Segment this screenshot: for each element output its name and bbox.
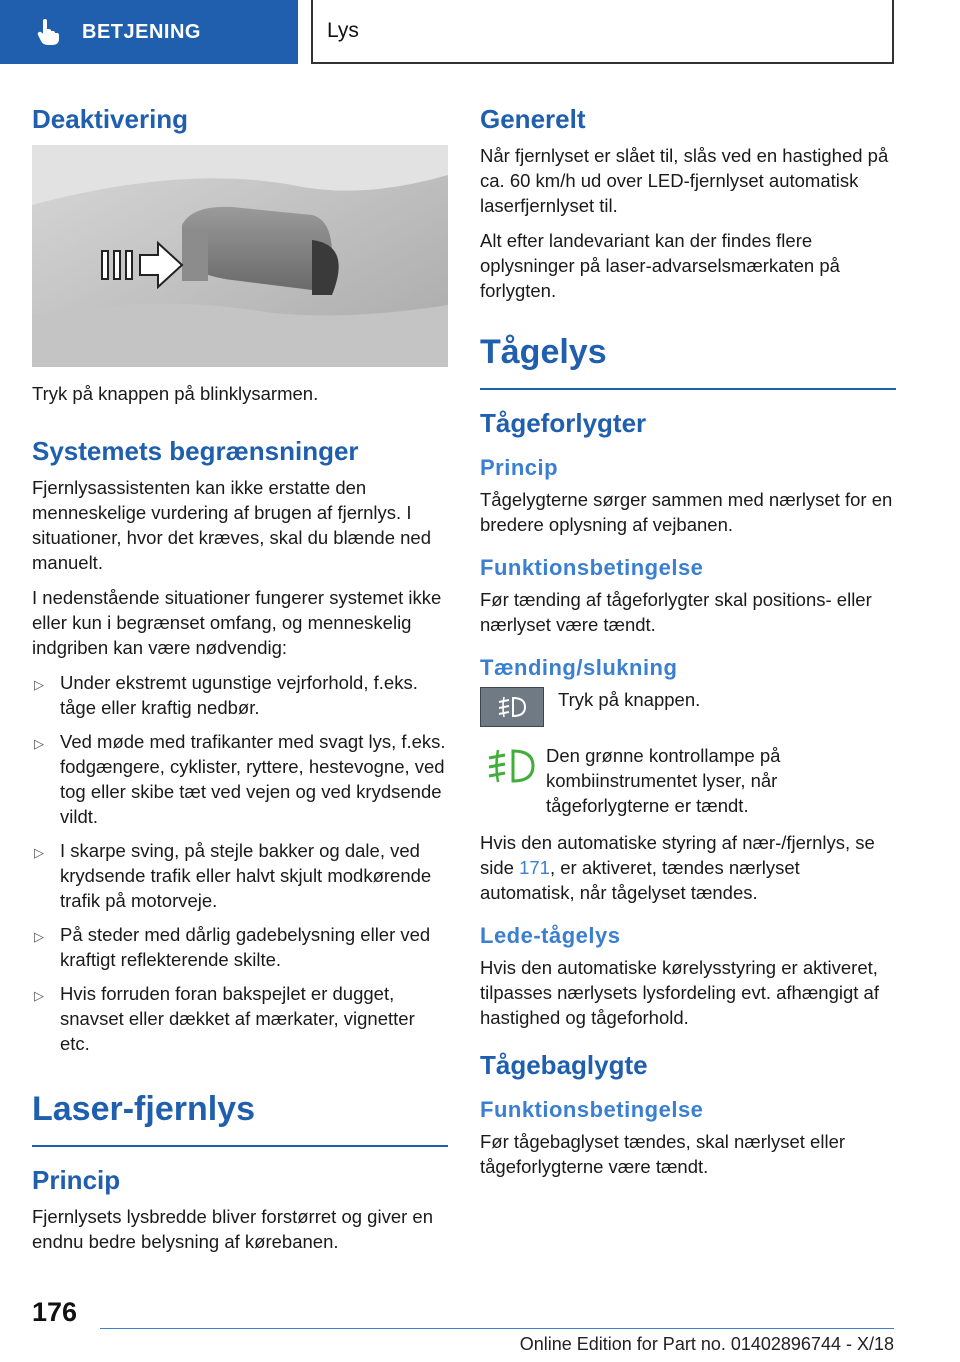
section-tab xyxy=(0,0,298,64)
generelt-paragraph-2: Alt efter landevariant kan der findes flere oplysninger på laser-advarselsmærkaten på forlygten. xyxy=(480,230,840,301)
triangle-bullet-icon: ▷ xyxy=(34,736,44,751)
fog-light-button-icon xyxy=(480,687,544,727)
begraensninger-paragraph-1: Fjernlysassistenten kan ikke erstatte den menneskelige vurdering af brugen af fjernlys. I situationer, hvor det kræves, skal du blænde ned manuelt. xyxy=(32,477,432,573)
princip-text: Tågelygterne sørger sammen med nærlyset for en bredere oplysning af vejbanen. xyxy=(480,489,893,535)
lamp-text: Den grønne kontrollampe på kombiinstrumentet lyser, når tågeforlygterne er tændt. xyxy=(546,745,781,816)
triangle-bullet-icon: ▷ xyxy=(34,988,44,1003)
tryk-text: Tryk på knappen. xyxy=(558,689,701,710)
generelt-paragraph-1: Når fjernlyset er slået til, slås ved en hastighed på ca. 60 km/h ud over LED-fjernlyset automatisk laserfjernlyset til. xyxy=(480,145,889,216)
tagelys-heading: Tågelys xyxy=(480,333,896,390)
list-item: ▷ Hvis forruden foran bakspejlet er dugget, snavset eller dækket af mærkater, vignetter etc. xyxy=(34,983,415,1054)
lede-tagelys-heading: Lede-tågelys xyxy=(480,923,621,948)
left-column xyxy=(32,96,448,1264)
triangle-bullet-icon: ▷ xyxy=(34,845,44,860)
lede-tagelys-text: Hvis den automatiske kørelysstyring er aktiveret, tilpasses nærlysets lysfordeling evt. afhængigt af hastighed og tågeforhold. xyxy=(480,957,879,1028)
list-item: ▷ Under ekstremt ugunstige vejrforhold, f.eks. tåge eller kraftig nedbør. xyxy=(34,672,418,718)
situations-list xyxy=(32,670,448,1056)
section-label: BETJENING xyxy=(82,20,201,43)
tagebaglygte-heading: Tågebaglygte xyxy=(480,1050,648,1080)
list-item: ▷ I skarpe sving, på stejle bakker og dale, ved krydsende trafik eller halvt skjult modkørende trafik på motorveje. xyxy=(34,840,432,911)
chapter-label: Lys xyxy=(327,19,359,42)
laser-fjernlys-heading: Laser-fjernlys xyxy=(32,1090,448,1147)
list-item: ▷ På steder med dårlig gadebelysning eller ved kraftigt reflekterende skilte. xyxy=(34,924,431,970)
green-fog-lamp-indicator-icon xyxy=(480,743,542,789)
tageforlygter-heading: Tågeforlygter xyxy=(480,408,647,438)
indicator-lamp-row xyxy=(480,743,896,818)
funktionsbetingelse-text: Før tænding af tågeforlygter skal positions- eller nærlyset være tændt. xyxy=(480,589,872,635)
begraensninger-heading: Systemets begrænsninger xyxy=(32,436,359,466)
begraensninger-paragraph-2: I nedenstående situationer fungerer systemet ikke eller kun i begrænset omfang, og menneskelig indgriben kan være nødvendig: xyxy=(32,587,442,658)
funktionsbetingelse-heading: Funktionsbetingelse xyxy=(480,555,704,580)
bag-funktionsbetingelse-text: Før tågebaglyset tændes, skal nærlyset eller tågeforlygterne være tændt. xyxy=(480,1131,846,1177)
turn-signal-lever-photo xyxy=(32,145,448,367)
laser-princip-heading: Princip xyxy=(32,1165,121,1195)
triangle-bullet-icon: ▷ xyxy=(34,677,44,692)
chapter-tab xyxy=(311,0,894,64)
princip-heading: Princip xyxy=(480,455,559,480)
list-item: ▷ Ved møde med trafikanter med svagt lys, f.eks. fodgængere, cyklister, ryttere, hestevogne, ved tog eller skibe tæt ved vejen og ved krydsende vildt. xyxy=(34,731,446,827)
triangle-bullet-icon: ▷ xyxy=(34,929,44,944)
footer-divider xyxy=(100,1328,894,1329)
generelt-heading: Generelt xyxy=(480,104,586,134)
deaktivering-heading: Deaktivering xyxy=(32,104,189,134)
right-column xyxy=(480,96,896,1189)
page-number: 176 xyxy=(32,1297,78,1327)
taending-slukning-heading: Tænding/slukning xyxy=(480,655,678,680)
bag-funktionsbetingelse-heading: Funktionsbetingelse xyxy=(480,1097,704,1122)
fog-button-row xyxy=(480,687,896,727)
auto-styring-text: Hvis den automatiske styring af nær-/fjernlys, se side 171, er aktiveret, tændes nærlyset automatisk, når tågelyset tændes. xyxy=(480,832,875,903)
deaktivering-caption: Tryk på knappen på blinklysarmen. xyxy=(32,383,319,404)
page-reference-link[interactable]: 171 xyxy=(519,857,550,878)
laser-princip-text: Fjernlysets lysbredde bliver forstørret og giver en endnu bedre belysning af kørebanen. xyxy=(32,1206,433,1252)
hand-pointer-icon xyxy=(34,17,64,47)
footer-edition: Online Edition for Part no. 01402896744 - X/18 xyxy=(519,1334,894,1354)
